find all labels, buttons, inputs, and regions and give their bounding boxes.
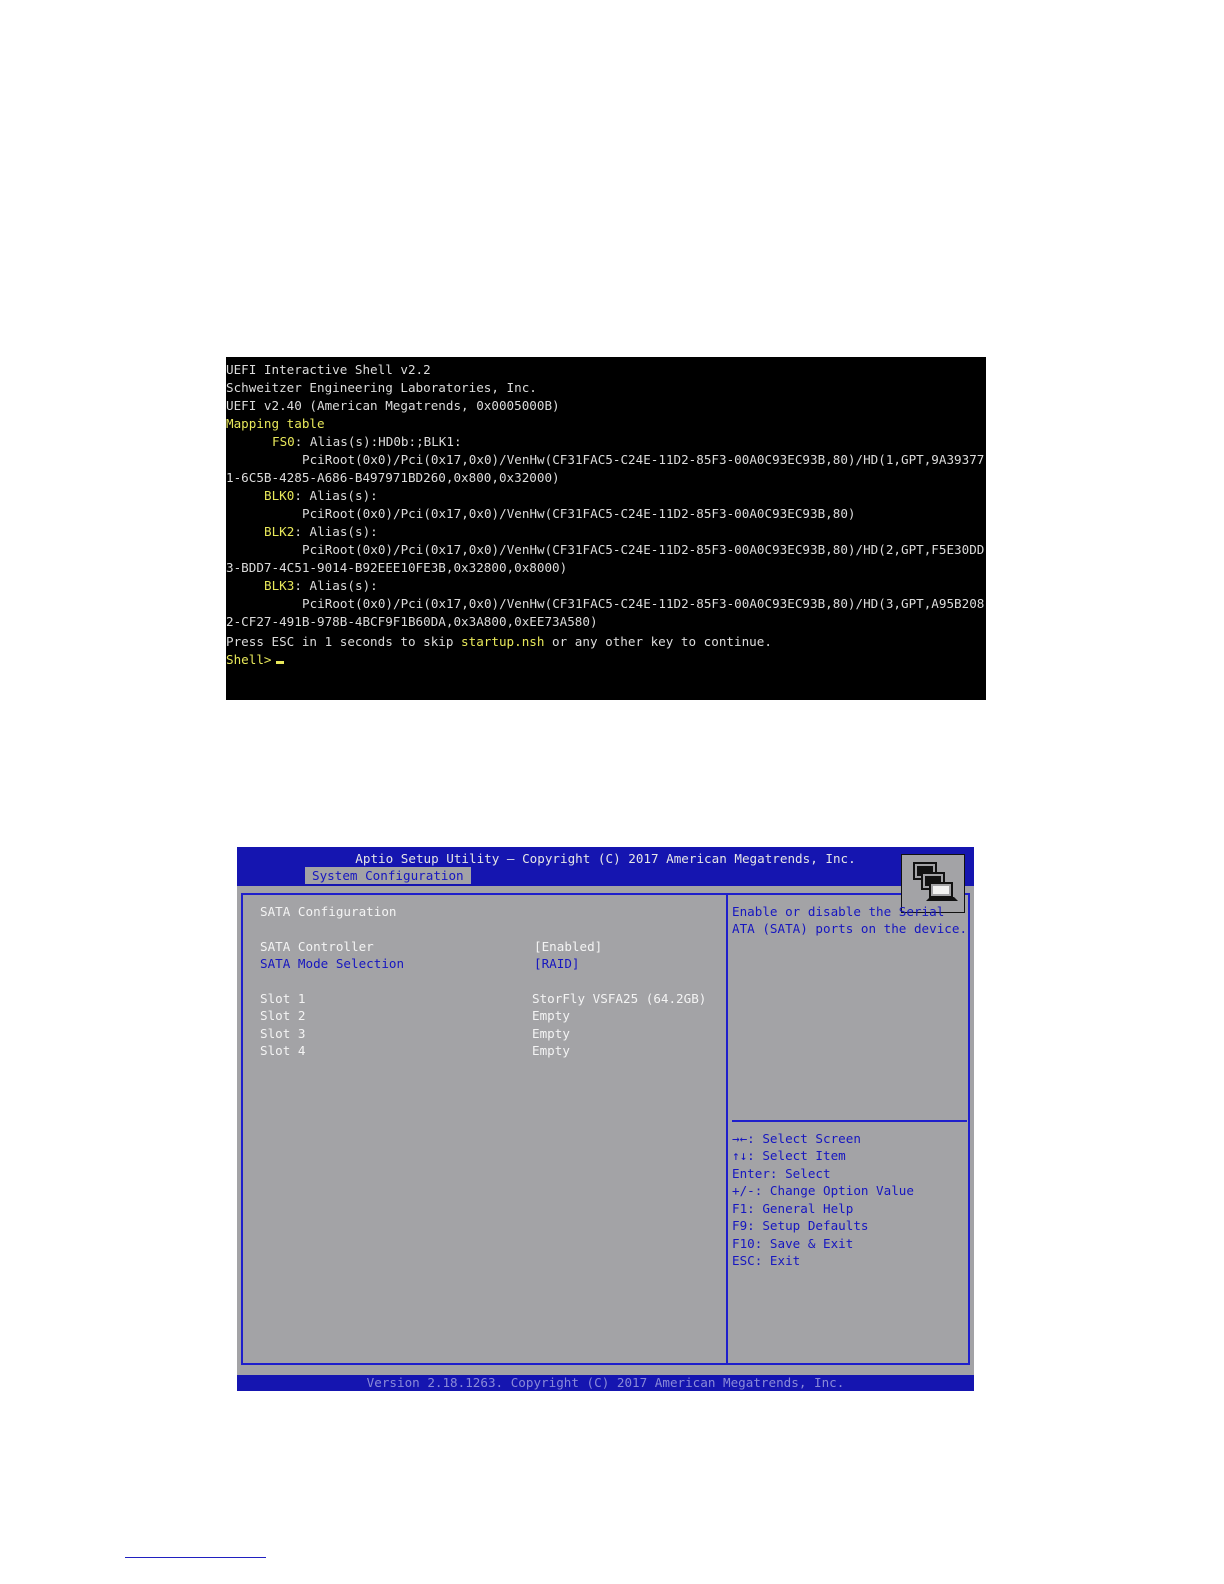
bios-column-divider (726, 893, 728, 1365)
sata-controller-label[interactable]: SATA Controller (260, 939, 374, 954)
key-hint: →←: Select Screen (732, 1131, 861, 1146)
help-separator (732, 1120, 967, 1122)
fs0-label: FS0 (272, 434, 295, 449)
slot-value: Empty (532, 1043, 570, 1058)
shell-line: Schweitzer Engineering Laboratories, Inc. (226, 380, 537, 395)
fs0-alias: : Alias(s):HD0b:;BLK1: (294, 434, 462, 449)
startup-message-part: or any other key to continue. (544, 634, 772, 649)
blk2-alias: : Alias(s): (294, 524, 378, 539)
shell-line: UEFI Interactive Shell v2.2 (226, 362, 431, 377)
key-hint: ↑↓: Select Item (732, 1148, 846, 1163)
shell-prompt-label: Shell> (226, 652, 272, 667)
fs0-entry (272, 433, 462, 451)
blk2-path: PciRoot(0x0)/Pci(0x17,0x0)/VenHw(CF31FAC5-C24E-11D2-85F3-00A0C93EC93B,80)/HD(2,GPT,F5E30DD (302, 542, 985, 557)
bios-title: Aptio Setup Utility – Copyright (C) 2017 American Megatrends, Inc. (355, 851, 856, 866)
bios-footer: Version 2.18.1263. Copyright (C) 2017 American Megatrends, Inc. (237, 1375, 974, 1391)
slot-label: Slot 4 (260, 1043, 306, 1058)
help-text: Enable or disable the Serial (732, 904, 945, 919)
tab-system-configuration[interactable]: System Configuration (305, 867, 471, 884)
sata-mode-value[interactable]: [RAID] (534, 956, 580, 971)
blk3-path-cont: 2-CF27-491B-978B-4BCF9F1B60DA,0x3A800,0xEE73A580) (226, 614, 598, 629)
shell-line: UEFI v2.40 (American Megatrends, 0x0005000B) (226, 398, 560, 413)
key-hint: Enter: Select (732, 1166, 831, 1181)
slot-value: StorFly VSFA25 (64.2GB) (532, 991, 707, 1006)
footnote-rule (125, 1557, 266, 1558)
bios-setup-screenshot (237, 847, 974, 1391)
startup-message-part: Press ESC in 1 seconds to skip (226, 634, 462, 649)
sata-controller-value[interactable]: [Enabled] (534, 939, 603, 954)
text-cursor (276, 661, 284, 664)
blk0-path: PciRoot(0x0)/Pci(0x17,0x0)/VenHw(CF31FAC5-C24E-11D2-85F3-00A0C93EC93B,80) (302, 506, 856, 521)
fs0-path: PciRoot(0x0)/Pci(0x17,0x0)/VenHw(CF31FAC5-C24E-11D2-85F3-00A0C93EC93B,80)/HD(1,GPT,9A39377 (302, 452, 985, 467)
blk2-label: BLK2 (264, 524, 295, 539)
blk0-label: BLK0 (264, 488, 295, 503)
key-hint: F10: Save & Exit (732, 1236, 854, 1251)
blk3-path: PciRoot(0x0)/Pci(0x17,0x0)/VenHw(CF31FAC5-C24E-11D2-85F3-00A0C93EC93B,80)/HD(3,GPT,A95B208 (302, 596, 985, 611)
blk2-path-cont: 3-BDD7-4C51-9014-B92EEE10FE3B,0x32800,0x8000) (226, 560, 568, 575)
startup-nsh-filename: startup.nsh (461, 634, 545, 649)
fs0-path-cont: 1-6C5B-4285-A686-B497971BD260,0x800,0x32000) (226, 470, 560, 485)
startup-message (226, 633, 772, 651)
blk3-label: BLK3 (264, 578, 295, 593)
mapping-table-heading: Mapping table (226, 416, 325, 431)
section-heading: SATA Configuration (260, 904, 397, 919)
blk2-entry (264, 523, 378, 541)
key-hint: F9: Setup Defaults (732, 1218, 869, 1233)
blk3-alias: : Alias(s): (294, 578, 378, 593)
sata-mode-label[interactable]: SATA Mode Selection (260, 956, 405, 971)
slot-label: Slot 1 (260, 991, 306, 1006)
key-hint: ESC: Exit (732, 1253, 801, 1268)
key-hint: F1: General Help (732, 1201, 854, 1216)
blk3-entry (264, 577, 378, 595)
slot-value: Empty (532, 1026, 570, 1041)
slot-value: Empty (532, 1008, 570, 1023)
blk0-alias: : Alias(s): (294, 488, 378, 503)
shell-prompt[interactable] (226, 651, 284, 669)
slot-label: Slot 2 (260, 1008, 306, 1023)
help-text: ATA (SATA) ports on the device. (732, 921, 968, 936)
slot-label: Slot 3 (260, 1026, 306, 1041)
blk0-entry (264, 487, 378, 505)
key-hint: +/-: Change Option Value (732, 1183, 914, 1198)
uefi-shell-screenshot (226, 357, 986, 700)
